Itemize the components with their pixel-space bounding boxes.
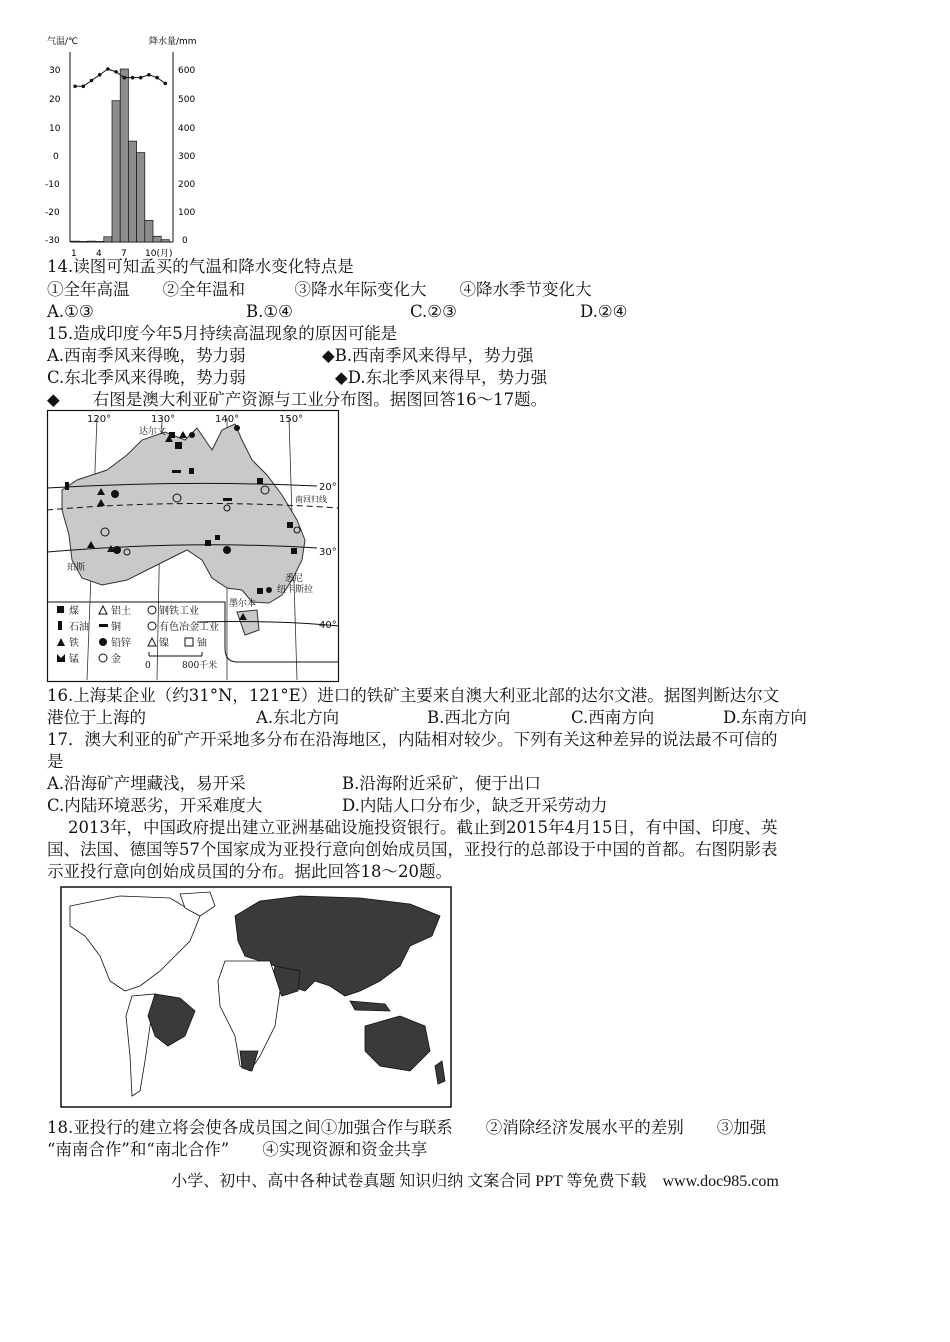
precip-bar: [161, 240, 169, 242]
city-darwin: 达尔文: [139, 427, 167, 437]
temp-tick: 20: [49, 95, 61, 105]
month-tick: 7: [121, 249, 127, 259]
month-tick: 4: [96, 249, 102, 259]
temp-point: [131, 76, 135, 80]
q15-stem: 15.造成印度今年5月持续高温现象的原因可能是: [47, 324, 398, 343]
q17-option-d: D.内陆人口分布少，缺乏开采劳动力: [342, 796, 608, 815]
q16-line2: 港位于上海的: [47, 708, 146, 727]
legend-copper: 铜: [111, 622, 121, 633]
left-ticks: [45, 66, 61, 246]
temp-axis-title: 气温/℃: [47, 37, 79, 47]
precip-tick: 600: [178, 66, 196, 76]
legend-leadzinc: 铅锌: [111, 638, 131, 649]
scale-zero: 0: [145, 661, 151, 671]
aiib-world-map: [60, 886, 452, 1108]
q15-option-d: ◆D.东北季风来得早，势力强: [335, 368, 548, 387]
temp-tick: 30: [49, 66, 61, 76]
legend-iron: 铁: [69, 638, 79, 649]
para-line1: 2013年，中国政府提出建立亚洲基础设施投资银行。截止到2015年4月15日，有中国、印度、英: [68, 818, 778, 837]
month-tick: 1: [71, 249, 77, 259]
precip-tick: 500: [178, 95, 196, 105]
precip-bar: [153, 236, 161, 242]
month-tick: 10(月): [145, 249, 173, 259]
lat-label: 30°: [319, 547, 337, 558]
precip-tick: 0: [182, 236, 188, 246]
australia-resource-map: [47, 410, 339, 682]
q16-option-a: A.东北方向: [256, 708, 340, 727]
precip-tick: 400: [178, 124, 196, 134]
para-line2: 国、法国、德国等57个国家成为亚投行意向创始成员国，亚投行的总部设于中国的首都。右图阴影表: [47, 840, 778, 859]
legend-manganese: 锰: [69, 654, 79, 665]
temp-tick: -30: [45, 236, 60, 246]
temp-point: [82, 85, 86, 89]
q14-option-d: D.②④: [580, 302, 628, 321]
precip-bar: [137, 153, 145, 242]
q16-option-c: C.西南方向: [571, 708, 655, 727]
q18-line1: 18.亚投行的建立将会使各成员国之间①加强合作与联系 ②消除经济发展水平的差别 ③加强: [47, 1118, 767, 1137]
lon-label: 120°: [87, 414, 112, 425]
precip-bar: [104, 237, 112, 242]
legend-uranium: 铀: [197, 638, 207, 649]
temp-tick: 10: [49, 124, 61, 134]
q14-option-b: B.①④: [246, 302, 293, 321]
lat-label: 20°: [319, 482, 337, 493]
legend-steel: 钢铁工业: [159, 606, 199, 617]
intro-16-17: ◆ 右图是澳大利亚矿产资源与工业分布图。据图回答16～17题。: [47, 390, 548, 409]
q17-option-b: B.沿海附近采矿，便于出口: [342, 774, 541, 793]
temp-point: [123, 76, 127, 80]
precip-tick: 100: [178, 208, 196, 218]
precip-bars: [71, 69, 169, 242]
precip-bar: [112, 101, 120, 242]
legend-nickel: 镍: [159, 638, 169, 649]
city-perth: 珀斯: [67, 563, 86, 573]
precip-bar: [128, 141, 136, 242]
temp-point: [139, 76, 143, 80]
temp-point: [73, 85, 77, 89]
temp-point: [98, 73, 102, 77]
city-melbourne: 墨尔本: [229, 599, 257, 609]
para-line3: 示亚投行意向创始成员国的分布。据此回答18～20题。: [47, 862, 452, 881]
city-sydney: 悉尼: [285, 574, 304, 584]
temp-point: [164, 82, 168, 86]
temp-tick: -10: [45, 180, 60, 190]
city-newcastle: 纽卡斯拉: [277, 585, 314, 595]
lon-label: 150°: [279, 414, 304, 425]
q16-option-d: D.东南方向: [723, 708, 807, 727]
q15-option-c: C.东北季风来得晚，势力弱: [47, 368, 246, 387]
q14-option-c: C.②③: [410, 302, 457, 321]
legend-nonferrous: 有色冶金工业: [159, 622, 219, 633]
q18-line2: “南南合作”和“南北合作” ④实现资源和资金共享: [47, 1140, 428, 1159]
q15-option-a: A.西南季风来得晚，势力弱: [47, 346, 246, 365]
lat-label: 40°: [319, 620, 337, 631]
temp-point: [114, 70, 118, 74]
q17-line1: 17．澳大利亚的矿产开采地多分布在沿海地区，内陆相对较少。下列有关这种差异的说法最不可信的: [47, 730, 778, 749]
q17-option-a: A.沿海矿产埋藏浅，易开采: [47, 774, 246, 793]
q17-option-c: C.内陆环境恶劣，开采难度大: [47, 796, 263, 815]
precip-axis-title: 降水量/mm: [149, 37, 197, 47]
legend-bauxite: 铝土: [111, 606, 131, 617]
q14-stem: 14.读图可知孟买的气温和降水变化特点是: [47, 257, 354, 276]
q16-option-b: B.西北方向: [427, 708, 511, 727]
precip-bar: [96, 241, 104, 242]
temp-point: [155, 76, 159, 80]
temp-point: [90, 79, 94, 83]
temp-tick: -20: [45, 208, 60, 218]
precip-bar: [145, 220, 153, 242]
precip-tick: 200: [178, 180, 196, 190]
temp-point: [147, 73, 151, 77]
scale-label: 800千米: [182, 661, 218, 671]
q17-line2: 是: [47, 752, 64, 771]
precip-bar: [120, 69, 128, 242]
legend-coal: 煤: [69, 606, 79, 617]
right-ticks: [178, 66, 195, 246]
precip-bar: [79, 241, 87, 242]
q14-options: ①全年高温 ②全年温和 ③降水年际变化大 ④降水季节变化大: [47, 280, 592, 299]
lon-label: 130°: [151, 414, 176, 425]
lon-label: 140°: [215, 414, 240, 425]
q15-option-b: ◆B.西南季风来得早，势力强: [322, 346, 534, 365]
temp-tick: 0: [53, 152, 59, 162]
precip-bar: [87, 241, 95, 242]
legend-oil: 石油: [69, 622, 89, 633]
tropic-label: 南回归线: [295, 495, 327, 504]
page-footer: 小学、初中、高中各种试卷真题 知识归纳 文案合同 PPT 等免费下载 www.doc985.com: [171, 1173, 779, 1190]
precip-bar: [71, 241, 79, 242]
legend-gold: 金: [111, 654, 121, 665]
q14-option-a: A.①③: [47, 302, 94, 321]
precip-tick: 300: [178, 152, 196, 162]
climate-chart: [45, 32, 197, 259]
temp-point: [106, 67, 110, 71]
q16-line1: 16.上海某企业（约31°N，121°E）进口的铁矿主要来自澳大利亚北部的达尔文港。据图判断达尔文: [47, 686, 780, 705]
